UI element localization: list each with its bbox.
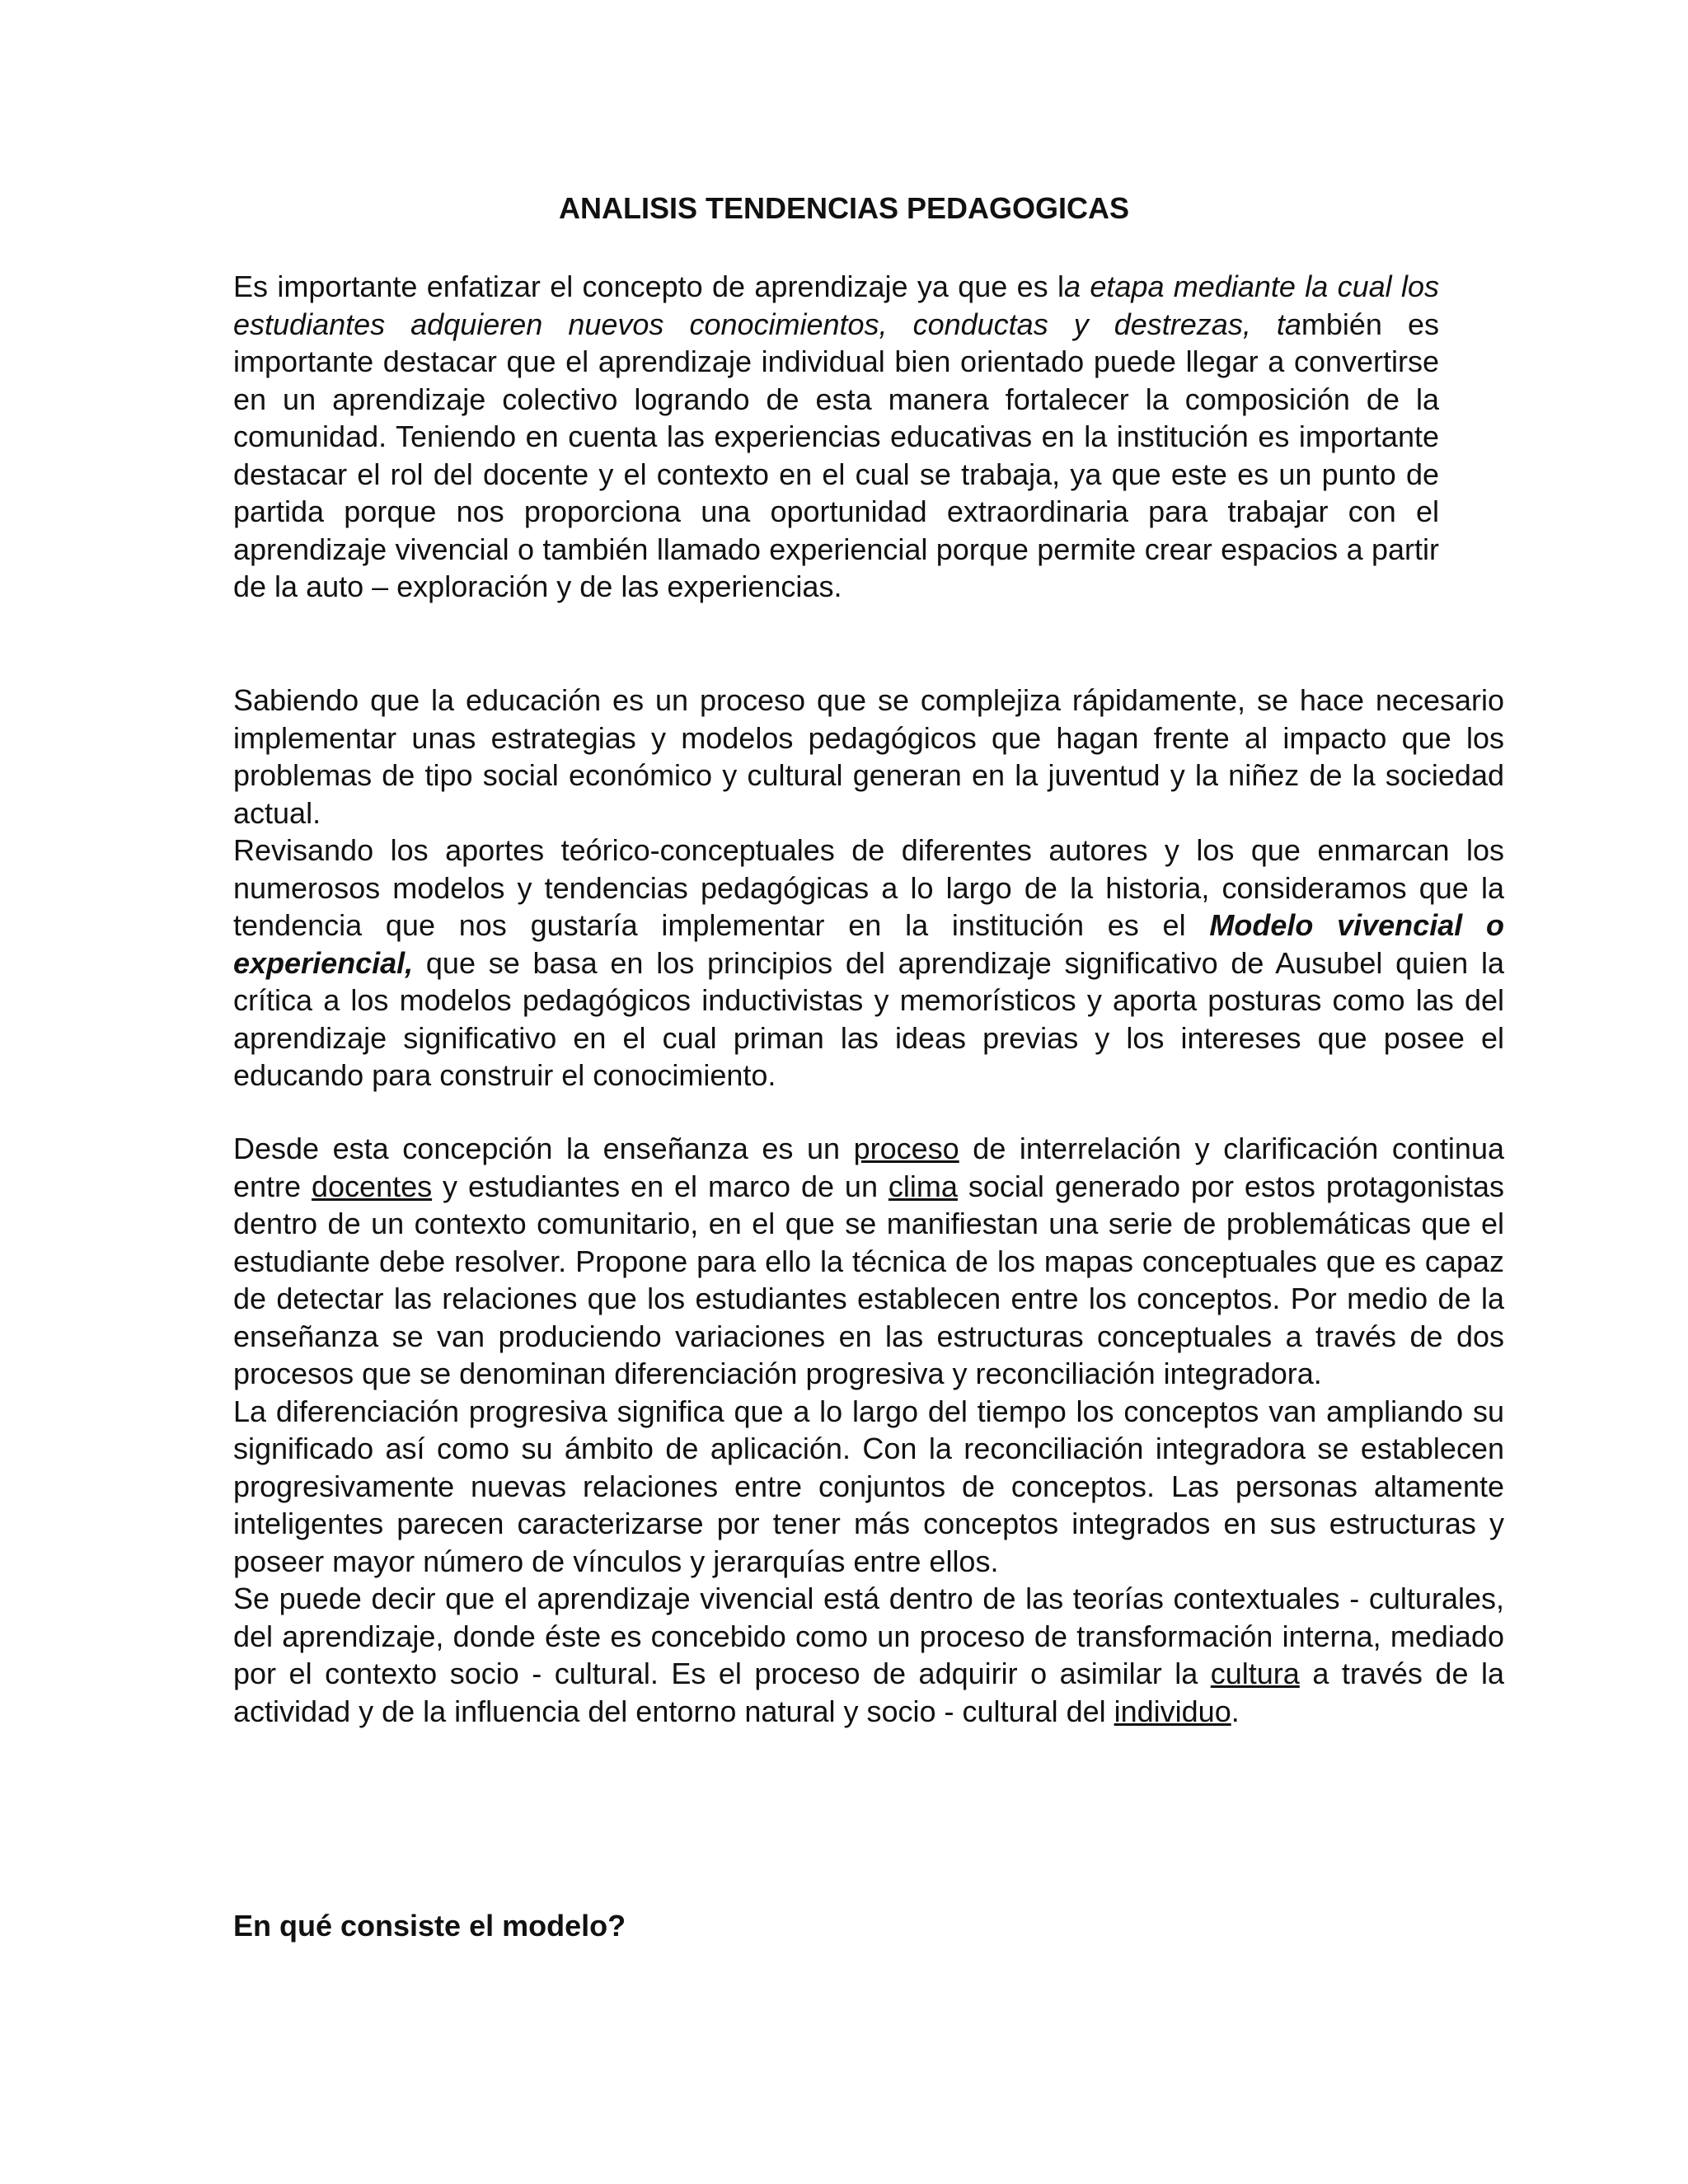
link-cultura[interactable]: cultura	[1210, 1657, 1300, 1690]
paragraph-modelo-vivencial	[233, 832, 1504, 1094]
paragraph-educacion: Sabiendo que la educación es un proceso que se complejiza rápidamente, se hace necesario implementar unas estrategias y modelos pedagógicos que hagan frente al impacto que los problemas de tipo social económico y cultural generan en la juventud y la niñez de la sociedad actual.	[233, 683, 1504, 830]
section-heading-modelo: En qué consiste el modelo?	[233, 1909, 626, 1943]
p3-text-end: que se basa en los principios del aprendizaje significativo de Ausubel quien la crítica a los modelos pedagógicos inductivistas y memorísticos y aporta posturas como las del aprendizaje significativo en el cual priman las ideas previas y los intereses que posee el educando para construir el conocimiento.	[233, 945, 1504, 1092]
document-title: ANALISIS TENDENCIAS PEDAGOGICAS	[558, 191, 1130, 225]
paragraph-aprendizaje-vivencial	[233, 1580, 1504, 1730]
section-ensenanza	[233, 1130, 1504, 1730]
link-individuo[interactable]: individuo	[1114, 1694, 1231, 1728]
p3-model-name: Modelo vivencial o experiencial,	[233, 908, 1504, 980]
p1-italic-definition: a etapa mediante la cual los estudiantes adquieren nuevos conocimientos, conductas y destrezas, ta	[233, 269, 1440, 341]
link-docentes[interactable]: docentes	[312, 1169, 433, 1203]
p3-text-start: Revisando los aportes teórico-conceptuales de diferentes autores y los que enmarcan los numerosos modelos y tendencias pedagógicas a lo largo de la historia, consideramos que la tendencia que nos gustaría implementar en la institución es el	[233, 833, 1504, 942]
link-clima[interactable]: clima	[888, 1169, 958, 1203]
paragraph-ensenanza	[233, 1130, 1504, 1393]
p6-text-3: .	[1231, 1694, 1240, 1728]
section-modelos	[233, 682, 1504, 1094]
p4-text-4: social generado por estos protagonistas dentro de un contexto comunitario, en el que se manifiestan una serie de problemáticas que el estudiante debe resolver. Propone para ello la técnica de los mapas conceptuales que es capaz de detectar las relaciones que los estudiantes establecen entre los conceptos. Por medio de la enseñanza se van produciendo variaciones en las estructuras conceptuales a través de dos procesos que se denominan diferenciación progresiva y reconciliación integradora.	[233, 1169, 1504, 1390]
p4-text-2: de interrelación y clarificación continua entre	[233, 1132, 1504, 1203]
p4-text-3: y estudiantes en el marco de un	[432, 1169, 889, 1203]
link-proceso[interactable]: proceso	[853, 1132, 959, 1165]
paragraph-aprendizaje	[233, 268, 1439, 606]
p6-text-1: Se puede decir que el aprendizaje vivencial está dentro de las teorías contextuales - culturales, del aprendizaje, donde éste es concebido como un proceso de transformación interna, mediado por el contexto socio - cultural. Es el proceso de adquirir o asimilar la	[233, 1582, 1504, 1690]
paragraph-diferenciacion: La diferenciación progresiva significa que a lo largo del tiempo los conceptos van ampliando su significado así como su ámbito de aplicación. Con la reconciliación integradora se establecen progresivamente nuevas relaciones entre conjuntos de conceptos. Las personas altamente inteligentes parecen caracterizarse por tener más conceptos integrados en sus estructuras y poseer mayor número de vínculos y jerarquías entre ellos.	[233, 1394, 1504, 1578]
p1-text-start: Es importante enfatizar el concepto de aprendizaje ya que es l	[233, 269, 1065, 303]
p6-text-2: a través de la actividad y de la influencia del entorno natural y socio - cultural del	[233, 1657, 1505, 1728]
p4-text-1: Desde esta concepción la enseñanza es un	[233, 1132, 854, 1165]
p1-text-end: mbién es importante destacar que el aprendizaje individual bien orientado puede llegar a convertirse en un aprendizaje colectivo logrando de esta manera fortalecer la composición de la comunidad. Teniendo en cuenta las experiencias educativas en la institución es importante destacar el rol del docente y el contexto en el cual se trabaja, ya que este es un punto de partida porque nos proporciona una oportunidad extraordinaria para trabajar con el aprendizaje vivencial o también llamado experiencial porque permite crear espacios a partir de la auto – exploración y de las experiencias.	[233, 307, 1439, 603]
